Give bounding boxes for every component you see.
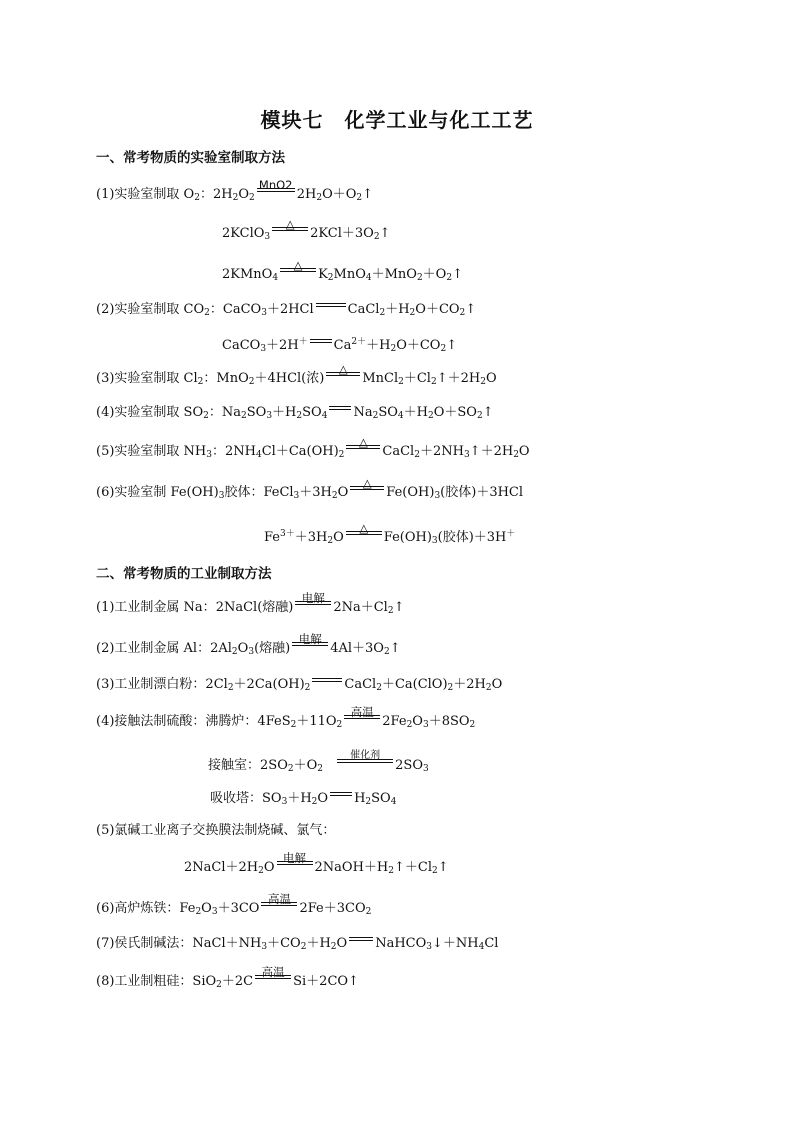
eq-o2-2: 2KClO$_3$ △ $2KCl+3O_2↑$ xyxy=(222,217,391,242)
reaction-condition: 高温 xyxy=(267,892,291,906)
reaction-condition: 催化剂 xyxy=(350,750,381,761)
reaction-condition: △ xyxy=(285,217,295,231)
eq-o2-3: 2KMnO$_4$ △ $K_2MnO_4+MnO_2+O_2↑$ xyxy=(222,258,463,283)
eq-label: (6)实验室制 Fe(OH) xyxy=(96,485,219,500)
reaction-condition: △ xyxy=(358,435,368,449)
eq-co2-2: CaCO$_3$＋2H＋ $Ca^{2+}+H_2O+CO_2↑$ xyxy=(222,337,458,354)
reaction-arrow xyxy=(346,435,380,455)
eq-na: (1)工业制金属 Na：2NaCl(熔融) 电解 $2Na+Cl_2↑$ xyxy=(96,591,405,616)
section-heading-lab: 一、常考物质的实验室制取方法 xyxy=(96,150,285,166)
reaction-condition: △ xyxy=(359,521,369,535)
eq-label: (6)高炉炼铁： xyxy=(96,901,180,916)
colon: ： xyxy=(199,187,213,202)
page-title: 模块七 化学工业与化工工艺 xyxy=(260,108,534,132)
eq-si: (8)工业制粗硅：SiO$_2$＋2C 高温 Si＋2CO↑ xyxy=(96,965,359,990)
eq-label: (5)氯碱工业离子交换膜法制烧碱、氯气： xyxy=(96,823,336,838)
eq-label: (2)工业制金属 Al： xyxy=(96,641,211,656)
reaction-arrow xyxy=(272,217,308,237)
reaction-condition: MnO2 xyxy=(258,178,293,192)
eq-label: (1)工业制金属 Na： xyxy=(96,600,216,615)
eq-h2so4-contact: 接触室：$2SO_2+O_2$ 催化剂 $2SO_3$ xyxy=(208,750,429,774)
reaction-condition: 电解 xyxy=(298,632,322,646)
eq-cl2: (3)实验室制取 $Cl_2$：MnO$_2$＋4HCl(浓) △ $MnCl_2+Cl_2↑+2H_2O$ xyxy=(96,362,497,387)
section-heading-industry: 二、常考物质的工业制取方法 xyxy=(96,566,272,582)
reaction-arrow xyxy=(257,178,295,198)
eq-label: (3)实验室制取 Cl xyxy=(96,371,198,386)
reaction-arrow xyxy=(280,258,316,278)
reaction-arrow xyxy=(350,476,384,496)
reaction-arrow xyxy=(277,851,313,871)
eq-label: (7)侯氏制碱法： xyxy=(96,936,193,951)
eq-feoh3-1: (6)实验室制 $Fe(OH)_3$胶体：$FeCl_3+3H_2O$ △ $Fe(OH)_3$(胶体)＋3HCl xyxy=(96,476,524,501)
reaction-arrow xyxy=(346,521,382,541)
reaction-arrow xyxy=(329,404,351,416)
reaction-condition: 高温 xyxy=(350,705,374,719)
reaction-arrow xyxy=(326,362,360,382)
eq-nh3: (5)实验室制取 $NH_3$：$2NH_4Cl+Ca(OH)_2$ △ $CaCl_2+2NH_3↑+2H_2O$ xyxy=(96,435,530,460)
eq-bleach: (3)工业制漂白粉：$2Cl_2+2Ca(OH)_2$ $CaCl_2+Ca(ClO)_2+2H_2O$ xyxy=(96,677,503,693)
reversible-arrow xyxy=(337,750,393,769)
reaction-condition: △ xyxy=(338,362,348,376)
reaction-condition: △ xyxy=(293,258,303,272)
reaction-condition: △ xyxy=(362,476,372,490)
reaction-arrow xyxy=(255,965,291,985)
reaction-condition: 电解 xyxy=(301,591,325,605)
eq-label: (8)工业制粗硅： xyxy=(96,974,193,989)
eq-hou: (7)侯氏制碱法：$NaCl+NH_3+CO_2+H_2O$ $NaHCO_3↓+NH_4Cl$ xyxy=(96,936,499,952)
eq-feoh3-2: $Fe^{3+}+3H_2O$ △ $Fe(OH)_3$(胶体)＋3H＋ xyxy=(264,521,516,546)
reaction-arrow xyxy=(316,301,346,313)
reaction-arrow xyxy=(349,935,373,947)
eq-co2-1: (2)实验室制取 $CO_2$：CaCO$_3$＋2HCl $CaCl_2+H_2O+CO_2↑$ xyxy=(96,302,477,318)
eq-h2so4-furnace: (4)接触法制硫酸：沸腾炉：$4FeS_2+11O_2$ 高温 $2Fe_2O_3+8SO_2$ xyxy=(96,705,476,730)
reaction-arrow xyxy=(312,676,342,688)
reaction-condition: 高温 xyxy=(261,965,285,979)
reaction-condition: 电解 xyxy=(283,851,307,865)
eq-label: 吸收塔： xyxy=(210,791,263,806)
eq-al: (2)工业制金属 Al：$2Al_2O_3$(熔融) 电解 $4Al+3O_2↑$ xyxy=(96,632,401,657)
eq-label: (4)接触法制硫酸：沸腾炉： xyxy=(96,714,258,729)
reaction-arrow xyxy=(261,892,297,912)
eq-so2: (4)实验室制取 $SO_2$：$Na_2SO_3+H_2SO_4$ $Na_2SO_4+H_2O+SO_2↑$ xyxy=(96,405,494,421)
eq-label: (2)实验室制取 CO xyxy=(96,302,205,317)
eq-o2-1: (1)实验室制取 $O_2$：$2H_2O_2$ MnO2 $2H_2O+O_2↑$ xyxy=(96,178,374,203)
eq-chlor: $2NaCl+2H_2O$ 电解 $2NaOH+H_2↑+Cl_2↑$ xyxy=(184,851,449,876)
eq-iron: (6)高炉炼铁：$Fe_2O_3+3CO$ 高温 $2Fe+3CO_2$ xyxy=(96,892,372,917)
reaction-arrow xyxy=(292,632,328,652)
reaction-arrow xyxy=(330,790,352,802)
eq-label: (3)工业制漂白粉： xyxy=(96,677,206,692)
eq-label: (4)实验室制取 SO xyxy=(96,405,204,420)
reaction-arrow xyxy=(344,705,380,725)
eq-label: (5)实验室制取 NH xyxy=(96,444,207,459)
reaction-arrow xyxy=(295,591,331,611)
eq-label: 接触室： xyxy=(208,758,261,773)
reaction-arrow xyxy=(310,337,332,349)
eq-label: (1)实验室制取 O xyxy=(96,187,195,202)
eq-chlor-label xyxy=(96,822,335,840)
eq-h2so4-absorb: 吸收塔：$SO_3+H_2O$ $H_2SO_4$ xyxy=(210,791,397,807)
